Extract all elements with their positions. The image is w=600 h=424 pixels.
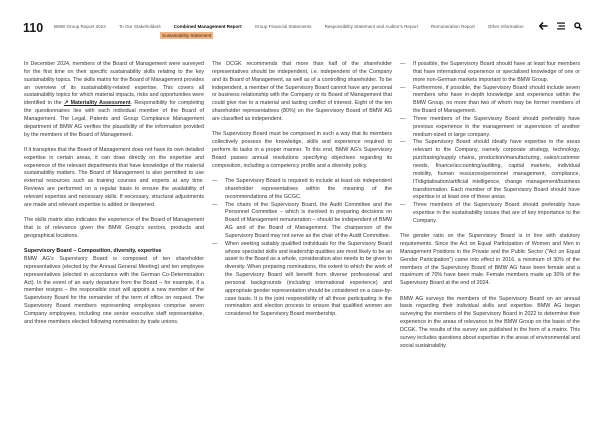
- paragraph-composition-objectives: The Supervisory Board must be composed in such a way that its members collectively possess the knowledge, skills and experience required to perform its tasks in a proper manner. To this end, BMW AG's Supervisory Board passes annual resolutions specifying objectives regarding its composition, including a competency profile and a diversity policy.: [212, 131, 392, 169]
- header-icons: [539, 21, 582, 30]
- column-left: [24, 61, 204, 334]
- section-heading: Supervisory Board – Composition, diversity, expertise: [24, 248, 162, 255]
- nav-responsibility-statement[interactable]: Responsibility Statement and Auditor's Report: [324, 24, 418, 29]
- list-item: — When seeking suitably qualified individuals for the Supervisory Board whose specialist skills and leadership qualities are most likely to be an asset to the Board as a whole, consideration also needs to be given to diversity. When preparing nominations, the extent to which the work of the Supervisory Board will benefit from diverse professional and personal backgrounds (including international experience) and appropriate gender representation should be considered on a case-by-case basis. It is the joint responsibility of all those participating in the nomination and election process to ensure that qualified women are considered for Supervisory Board membership.: [212, 241, 392, 319]
- nav-group-financial-statements[interactable]: Group Financial Statements: [254, 24, 312, 29]
- objectives-list-continued: [400, 61, 580, 226]
- report-header: [0, 0, 600, 44]
- nav-combined-management-report[interactable]: Combined Management Report: [173, 24, 242, 29]
- nav-to-our-stakeholders[interactable]: To Our Stakeholders: [118, 24, 161, 29]
- section-supervisory-board: [24, 248, 204, 326]
- search-icon[interactable]: [573, 21, 582, 30]
- page-number: 110: [23, 21, 44, 35]
- list-item: — The Supervisory Board is required to include at least six independent shareholder representatives within the meaning of the recommendations of the GCGC.: [212, 178, 392, 202]
- paragraph-board-skills-survey: [24, 61, 204, 139]
- menu-icon[interactable]: [556, 21, 565, 30]
- paragraph-expertise-resources: If it transpires that the Board of Management does not have its own detailed expertise in certain areas, it can draw directly on the expertise and experience of the relevant departments that have knowledge of the material sustainability matters. The Board of Management is also permitted to use external resources such as training courses and experts at any time. Reviews are performed on a regular basis to ensure the availability of relevant expertise and necessary skills. If necessary, structural adjustments are made and relevant expertise is added or deepened.: [24, 146, 204, 208]
- nav-remuneration-report[interactable]: Remuneration Report: [430, 24, 475, 29]
- list-item: — Furthermore, if possible, the Supervisory Board should include seven members who have in-depth knowledge and experience within the BMW Group, no more than two of whom may be former members of the Board of Management.: [400, 85, 580, 116]
- nav-sustainability-statement[interactable]: Sustainability Statement: [162, 33, 212, 38]
- back-arrow-icon[interactable]: [539, 21, 548, 30]
- paragraph-dcgk-independence: The DCGK recommends that more than half of the shareholder representatives should be independent, i.e. independent of the Company and its Board of Management, as well as of a controlling shareholder. To be independent, a member of the Supervisory Board cannot have any personal or business relationship with the Company or its Board of Management that could give rise to a material and lasting conflict of interest. Eight of the ten shareholder representatives (80%) on the Supervisory Board of BMW AG are classified as independent.: [212, 61, 392, 122]
- paragraph-annual-survey: BMW AG surveys the members of the Supervisory Board on an annual basis regarding their individual skills and expertise. BMW AG began surveying the members of the Supervisory Board in 2022 to determine their experience in the areas of relevance to the BMW Group on the basis of the DCGK. The results of the survey are published in the form of a matrix. This survey includes questions about expertise in the areas of environmental and social sustainability.: [400, 295, 581, 349]
- nav-other-information[interactable]: Other Information: [487, 24, 524, 29]
- list-item: — The Supervisory Board should ideally have expertise in the areas relevant to the Company, namely corporate strategy, technology, purchasing/supply chains, production/manufacturing, sales/customer needs, finance/accounting/auditing, capital markets, individual mobility, human resources/personnel management, compliance, IT/digitalisation/artificial intelligence, change management/business transformation. Each member of the Supervisory Board should have expertise in at least one of these areas.: [400, 139, 580, 202]
- column-middle: [212, 61, 392, 327]
- text: In December 2024, members of the Board of Management were surveyed for the first time on their specific sustainability skills relating to the key sustainability topics. The skills matrix for the Board of Management provides an overview of its sustainability-related expertise. This covers all sustainability topics for which material impacts, risks and opportunities were identified in the: [24, 61, 204, 107]
- list-item: — If possible, the Supervisory Board should have at least four members that have international experience or specialised knowledge of one or more non-German markets important to the BMW Group.: [400, 61, 580, 85]
- list-item: — Three members of the Supervisory Board should preferably have previous experience in the management or supervision of another medium-sized or large company.: [400, 116, 580, 140]
- materiality-assessment-link[interactable]: ↗ Materiality Assessment: [63, 100, 131, 107]
- paragraph-supervisory-board-composition: BMW AG's Supervisory Board is composed of ten shareholder representatives (elected by the Annual General Meeting) and ten employee representatives (elected in accordance with the German Co-Determination Act). In the event of an early departure from the Board – for example, if a member resigns – the responsible court will appoint a new member of the Supervisory Board for the remainder of the term of office on request. The Supervisory Board members representing employees comprise seven Company employees, including one senior executive staff representative, and three members elected following nomination by trade unions.: [24, 256, 204, 325]
- paragraph-skills-matrix: The skills matrix also indicates the experience of the Board of Management that is of relevance given the BMW Group's sectors, products and geographical locations.: [24, 217, 204, 239]
- list-item: — Three members of the Supervisory Board should preferably have expertise in the sustainability issues that are of key importance to the Company.: [400, 202, 580, 226]
- top-navigation: [54, 24, 537, 29]
- nav-group-report[interactable]: BMW Group Report 2024: [54, 24, 106, 29]
- list-item: — The chairs of the Supervisory Board, the Audit Committee and the Personnel Committee – which is involved in preparing decisions on Board of Management remuneration – should be independent of BMW AG and of the Board of Management. The chairperson of the Supervisory Board may not serve as the chair of the Audit Committee.: [212, 202, 392, 241]
- objectives-list: [212, 178, 392, 319]
- paragraph-gender-ratio: The gender ratio on the Supervisory Board is in line with statutory requirements. Since the Act on Equal Participation of Women and Men in Management Positions in the Private and the Public Sector ("Act on Equal Gender Participation") came into effect in 2016, a minimum of 30% of the members of the Supervisory Board of BMW AG have been female and a maximum of 70% have been male. Female members made up 30% of the Supervisory Board at the end of 2024.: [400, 233, 580, 287]
- column-right: [400, 61, 580, 358]
- text: . Responsibility for completing the questionnaires lies with each individual member of the Board of Management. The Legal, Patents and Group Compliance Management department of BMW AG verifies the plausibility of the information provided by the members of the Board of Management.: [24, 100, 204, 138]
